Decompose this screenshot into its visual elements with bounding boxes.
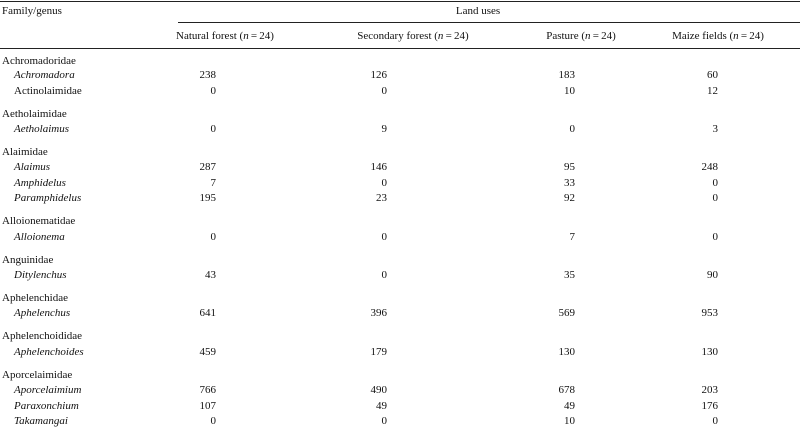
table-cell: 146 [370,161,387,173]
table-cell: 0 [712,415,718,427]
table-cell: 238 [199,69,216,81]
table-cell: 90 [707,269,718,281]
table-cell: 248 [701,161,718,173]
family-label: Alaimidae [2,146,48,158]
table-cell: 7 [569,231,575,243]
col-header-maize-fields: Maize fields (n = 24) [672,30,764,42]
table-cell: 126 [370,69,387,81]
table-cell: 0 [381,269,387,281]
table-cell: 287 [199,161,216,173]
table-cell: 766 [199,384,216,396]
table-cell: 176 [701,400,718,412]
table-cell: 0 [712,192,718,204]
top-rule [0,1,800,2]
table-cell: 49 [376,400,387,412]
stub-header: Family/genus [2,5,62,17]
family-label: Aporcelaimidae [2,369,73,381]
table-cell: 0 [381,85,387,97]
spanner-rule [178,22,800,23]
table-cell: 569 [558,307,575,319]
family-label: Aphelenchoididae [2,330,83,342]
genus-label: Ditylenchus [14,269,67,281]
genus-label: Achromadora [14,69,75,81]
table-cell: 35 [564,269,575,281]
table-cell: 179 [370,346,387,358]
table-cell: 95 [564,161,575,173]
table-cell: 60 [707,69,718,81]
table-cell: 203 [701,384,718,396]
table-cell: 107 [199,400,216,412]
genus-label: Aetholaimus [14,123,69,135]
table-cell: 0 [569,123,575,135]
genus-label: Aphelenchoides [14,346,84,358]
family-label: Aetholaimidae [2,108,67,120]
header-rule [0,48,800,49]
genus-label: Alaimus [14,161,51,173]
table-cell: 10 [564,85,575,97]
table-cell: 0 [381,415,387,427]
genus-label: Paramphidelus [14,192,82,204]
table-cell: 130 [701,346,718,358]
family-label: Alloionematidae [2,215,76,227]
table-cell: 953 [701,307,718,319]
table-cell: 92 [564,192,575,204]
table-cell: 0 [210,85,216,97]
table-cell: 0 [381,231,387,243]
table-cell: 0 [712,231,718,243]
table-cell: 195 [199,192,216,204]
table-cell: 0 [712,177,718,189]
family-label: Anguinidae [2,254,54,266]
table-cell: 10 [564,415,575,427]
table-cell: 641 [199,307,216,319]
table-cell: 33 [564,177,575,189]
genus-label: Takamangai [14,415,68,427]
genus-label: Amphidelus [14,177,66,189]
table-cell: 0 [210,415,216,427]
table-cell: 23 [376,192,387,204]
table-cell: 0 [210,123,216,135]
family-label: Achromadoridae [2,55,76,67]
table-cell: 0 [381,177,387,189]
table-cell: 3 [712,123,718,135]
genus-label: Paraxonchium [14,400,79,412]
table-cell: 130 [558,346,575,358]
family-label: Aphelenchidae [2,292,68,304]
table-cell: 490 [370,384,387,396]
table-cell: 12 [707,85,718,97]
col-header-secondary-forest: Secondary forest (n = 24) [357,30,469,42]
genus-label: Aporcelaimium [14,384,82,396]
genus-label: Alloionema [14,231,65,243]
spanner-header: Land uses [455,5,501,17]
genus-label: Aphelenchus [14,307,71,319]
col-header-pasture: Pasture (n = 24) [546,30,616,42]
table-cell: 183 [558,69,575,81]
table-cell: 396 [370,307,387,319]
table-cell: 9 [381,123,387,135]
table-cell: 7 [210,177,216,189]
table-cell: 459 [199,346,216,358]
genus-label: Actinolaimidae [14,85,82,97]
col-header-natural-forest: Natural forest (n = 24) [176,30,274,42]
table-cell: 0 [210,231,216,243]
table-cell: 43 [205,269,216,281]
table-cell: 678 [558,384,575,396]
table-cell: 49 [564,400,575,412]
